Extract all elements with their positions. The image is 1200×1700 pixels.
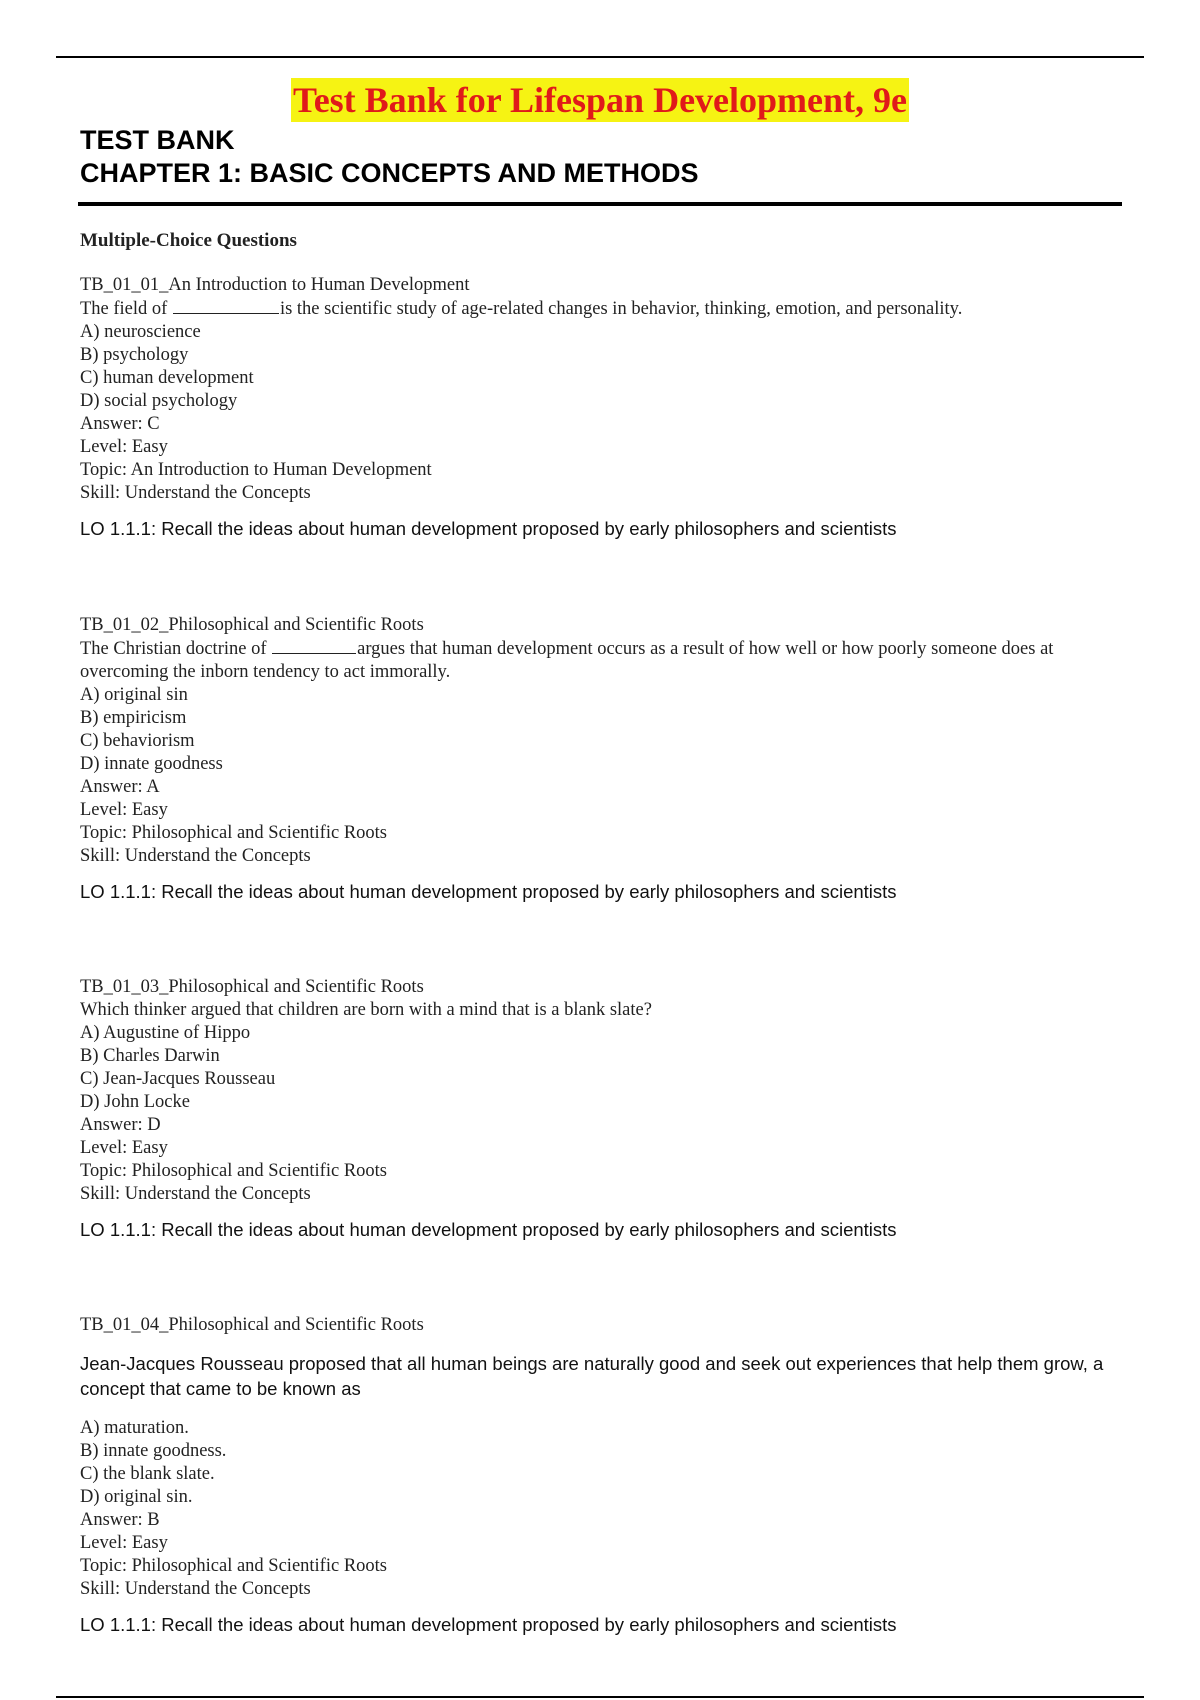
heading-line-2: CHAPTER 1: BASIC CONCEPTS AND METHODS — [80, 158, 699, 188]
option-d: D) innate goodness — [80, 754, 223, 774]
topic: Topic: An Introduction to Human Development — [80, 460, 432, 480]
skill: Skill: Understand the Concepts — [80, 1184, 311, 1204]
option-a: A) maturation. — [80, 1418, 189, 1438]
answer: Answer: B — [80, 1510, 160, 1530]
learning-objective: LO 1.1.1: Recall the ideas about human development proposed by early philosophers and scientists — [80, 1219, 897, 1240]
option-a: A) original sin — [80, 685, 188, 705]
answer: Answer: C — [80, 414, 160, 434]
option-c: C) the blank slate. — [80, 1464, 215, 1484]
learning-objective: LO 1.1.1: Recall the ideas about human development proposed by early philosophers and scientists — [80, 518, 897, 539]
skill: Skill: Understand the Concepts — [80, 1579, 311, 1599]
answer-blank — [173, 297, 279, 314]
learning-objective: LO 1.1.1: Recall the ideas about human development proposed by early philosophers and scientists — [80, 1614, 897, 1635]
title-bar — [0, 78, 1200, 122]
option-d: D) John Locke — [80, 1092, 190, 1112]
level: Level: Easy — [80, 1533, 168, 1553]
option-b: B) empiricism — [80, 708, 187, 728]
stem-after: is the scientific study of age-related changes in behavior, thinking, emotion, and personality. — [279, 299, 963, 319]
question-block — [80, 1314, 1120, 1636]
answer: Answer: D — [80, 1115, 161, 1135]
option-b: B) psychology — [80, 345, 189, 365]
option-c: C) behaviorism — [80, 731, 195, 751]
option-d: D) original sin. — [80, 1487, 193, 1507]
stem-before: The field of — [80, 299, 172, 319]
heading-rule — [78, 202, 1122, 206]
level: Level: Easy — [80, 1138, 168, 1158]
option-a: A) Augustine of Hippo — [80, 1023, 251, 1043]
question-id: TB_01_01_An Introduction to Human Development — [80, 275, 470, 295]
top-rule — [56, 56, 1144, 58]
option-c: C) Jean-Jacques Rousseau — [80, 1069, 276, 1089]
option-c: C) human development — [80, 368, 254, 388]
option-b: B) Charles Darwin — [80, 1046, 220, 1066]
answer-blank — [272, 637, 356, 654]
question-stem — [80, 297, 1120, 321]
topic: Topic: Philosophical and Scientific Roots — [80, 823, 388, 843]
question-stem — [80, 637, 1120, 684]
topic: Topic: Philosophical and Scientific Roots — [80, 1556, 388, 1576]
chapter-heading — [80, 124, 699, 190]
option-a: A) neuroscience — [80, 322, 201, 342]
answer: Answer: A — [80, 777, 160, 797]
option-d: D) social psychology — [80, 391, 238, 411]
question-block — [80, 274, 1120, 540]
question-id: TB_01_03_Philosophical and Scientific Roots — [80, 977, 424, 997]
question-stem: Which thinker argued that children are born with a mind that is a blank slate? — [80, 1000, 652, 1020]
skill: Skill: Understand the Concepts — [80, 483, 311, 503]
question-id: TB_01_04_Philosophical and Scientific Roots — [80, 1315, 424, 1335]
question-block — [80, 614, 1120, 903]
option-b: B) innate goodness. — [80, 1441, 227, 1461]
section-label: Multiple-Choice Questions — [80, 230, 297, 251]
question-id: TB_01_02_Philosophical and Scientific Roots — [80, 615, 424, 635]
bottom-rule — [56, 1696, 1144, 1698]
stem-after: argues that human development occurs as a result of how well or how poorly someone does at overcoming the inborn tendency to act immorally. — [80, 639, 1054, 682]
topic: Topic: Philosophical and Scientific Roots — [80, 1161, 388, 1181]
question-block — [80, 976, 1120, 1241]
skill: Skill: Understand the Concepts — [80, 846, 311, 866]
level: Level: Easy — [80, 800, 168, 820]
heading-line-1: TEST BANK — [80, 125, 235, 155]
level: Level: Easy — [80, 437, 168, 457]
learning-objective: LO 1.1.1: Recall the ideas about human development proposed by early philosophers and scientists — [80, 881, 897, 902]
document-title: Test Bank for Lifespan Development, 9e — [292, 80, 908, 120]
stem-before: The Christian doctrine of — [80, 639, 272, 659]
question-stem: Jean-Jacques Rousseau proposed that all human beings are naturally good and seek out experiences that help them grow, a concept that came to be known as — [80, 1353, 1104, 1399]
